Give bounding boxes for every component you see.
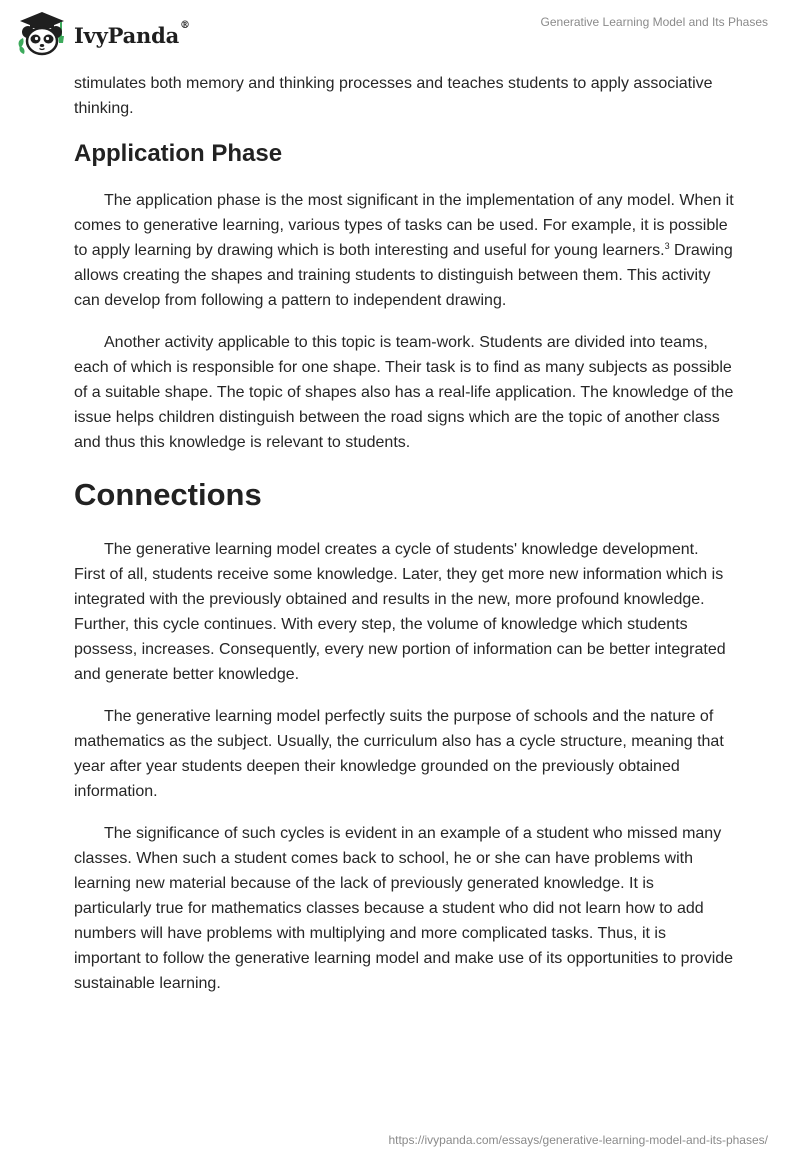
footnote-marker[interactable]: 3	[664, 241, 670, 251]
ivypanda-logo[interactable]	[14, 10, 190, 58]
source-url[interactable]: https://ivypanda.com/essays/generative-learning-model-and-its-phases/	[388, 1133, 768, 1147]
lead-paragraph: stimulates both memory and thinking processes and teaches students to apply associative thinking.	[74, 75, 713, 117]
paragraph	[74, 188, 734, 313]
essay-content	[74, 71, 734, 996]
paragraph-text: The application phase is the most significant in the implementation of any model. When it comes to generative learning, various types of tasks can be used. For example, it is possible to apply learning by drawing which is both interesting and useful for young learners.	[74, 192, 734, 259]
paragraph: Another activity applicable to this topic is team-work. Students are divided into teams, each of which is responsible for one shape. Their task is to find as many subjects as possible of a suitable shape. The topic of shapes also has a real-life application. The knowledge of the issue helps children distinguish between the road signs which are the topic of another class and thus this knowledge is relevant to students.	[74, 334, 734, 451]
paragraph-text: Drawing allows creating the shapes and training students to distinguish between them. This activity can develop from following a pattern to independent drawing.	[74, 242, 733, 309]
paragraph: The generative learning model creates a cycle of students' knowledge development. First of all, students receive some knowledge. Later, they get more new information which is integrated with the previously obtained and results in the new, more profound knowledge. Further, this cycle continues. With every step, the volume of knowledge which students possess, increases. Consequently, every new portion of information can be better integrated and generate better knowledge.	[74, 541, 726, 683]
section-heading-connections: Connections	[74, 477, 262, 512]
panda-graduate-icon	[14, 10, 70, 58]
registered-mark: ®	[180, 19, 190, 31]
brand-name: IvyPanda®	[74, 19, 190, 48]
paragraph: The generative learning model perfectly suits the purpose of schools and the nature of mathematics as the subject. Usually, the curriculum also has a cycle structure, meaning that year after year students deepen their knowledge grounded on the previously obtained information.	[74, 708, 724, 800]
paragraph: The significance of such cycles is evident in an example of a student who missed many classes. When such a student comes back to school, he or she can have problems with learning new material because of the lack of previously generated knowledge. It is particularly true for mathematics classes because a student who did not learn how to add numbers will have problems with multiplying and more complicated tasks. Thus, it is important to follow the generative learning model and make use of its opportunities to provide sustainable learning.	[74, 825, 734, 992]
page-header	[0, 0, 800, 70]
section-heading-application-phase: Application Phase	[74, 140, 283, 167]
running-title: Generative Learning Model and Its Phases	[540, 15, 768, 29]
